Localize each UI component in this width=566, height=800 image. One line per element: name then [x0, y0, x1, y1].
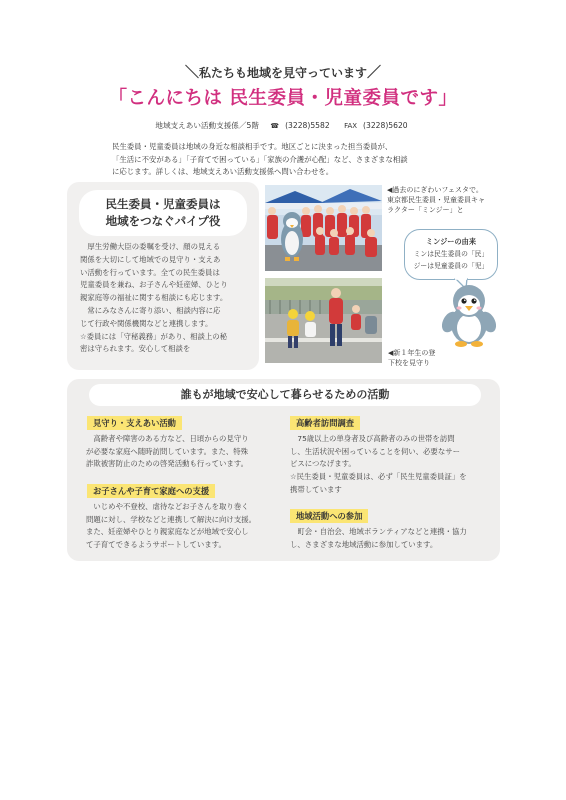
photo-caption-school: ◀新１年生の登 下校を見守り: [388, 349, 436, 367]
tag-mimamori: 見守り・支えあい活動: [87, 416, 182, 430]
section1-body: 厚生労働大臣の委嘱を受け、顔の見える 関係を大切にして地域での見守り・支えあ い活動を行っています。全ての民生委員は 児童委員を兼ね、お子さんや妊産婦、ひとり 親家庭等の福祉に関する相談にも応じます。 常にみなさんに寄り添い、相談内容に応 じて行政や関係機関などと連携します。 ☆委員には「守秘義務」があり、相談上の秘 密は守られます。安心して相談を: [80, 242, 228, 354]
school-escort-photo: [265, 278, 382, 363]
tag-koreisha-chosa: 高齢者訪問調査: [290, 416, 360, 430]
intro-line: 「生活に不安がある」「子育てで困っている」「家族の介護が心配」など、さまざまな相談: [112, 154, 408, 164]
page-title: 「こんにちは 民生委員・児童委員です」: [108, 88, 458, 109]
section1-title: 民生委員・児童委員は 地域をつなぐパイプ役: [79, 190, 247, 236]
slash-right-icon: ／: [367, 65, 381, 81]
fax-label: FAX: [344, 122, 358, 130]
phone-number: ☎ (3228)5582: [270, 121, 330, 130]
text-koreisha-chosa: 75歳以上の単身者及び高齢者のみの世帯を訪問 し、生活状況や困っていることを伺い、必要なサー ビスにつなげます。 ☆民生委員・児童委員は、必ず「民生児童委員証」を 携帯しています: [290, 434, 467, 494]
fax-number: FAX (3228)5620: [344, 121, 408, 130]
section2-title: 誰もが地域で安心して暮らせるための活動: [89, 384, 481, 406]
phone-icon: ☎: [270, 122, 280, 130]
text-kosodate: いじめや不登校、虐待などお子さんを取り巻く 問題に対し、学校などと連携して解決に向け支援。 また、妊産婦やひとり親家庭などが地域で安心し て子育てできるようサポートしています。: [86, 502, 256, 550]
header-subtitle-text: 私たちも地域を見守っています: [198, 66, 367, 80]
festival-photo: [265, 185, 382, 271]
header-subtitle: [0, 62, 566, 82]
intro-line: 民生委員・児童委員は地域の身近な相談相手です。地区ごとに決まった担当委員が、: [112, 142, 393, 151]
mascot-speech-bubble: ミンジーの由来 ミンは民生委員の「民」 ジーは児童委員の「児」: [404, 229, 498, 280]
contact-line: [0, 120, 566, 131]
text-chiiki-katsudo: 町会・自治会、地域ボランティアなどと連携・協力 し、さまざまな地域活動に参加しています。: [290, 527, 467, 549]
tag-kosodate: お子さんや子育て家庭への支援: [87, 484, 215, 498]
department: 地域支えあい活動支援係／5階: [155, 121, 259, 130]
mascot-bubble-title: ミンジーの由来: [425, 237, 477, 246]
tag-chiiki-katsudo: 地域活動への参加: [290, 509, 368, 523]
intro-line: に応じます。詳しくは、地域支えあい活動支援係へ問い合わせを。: [112, 167, 334, 177]
photo-caption-festival: ◀過去のにぎわいフェスタで。 東京都民生委員・児童委員キャ ラクター「ミンジー」と: [387, 186, 485, 214]
intro-text: [112, 141, 457, 179]
penguin-mascot-icon: [438, 282, 500, 348]
text-mimamori: 高齢者や障害のある方など、日頃からの見守り が必要な家庭へ随時訪問しています。また、特殊 詐欺被害防止のための啓発活動も行っています。: [86, 434, 249, 469]
slash-left-icon: ＼: [184, 65, 199, 81]
